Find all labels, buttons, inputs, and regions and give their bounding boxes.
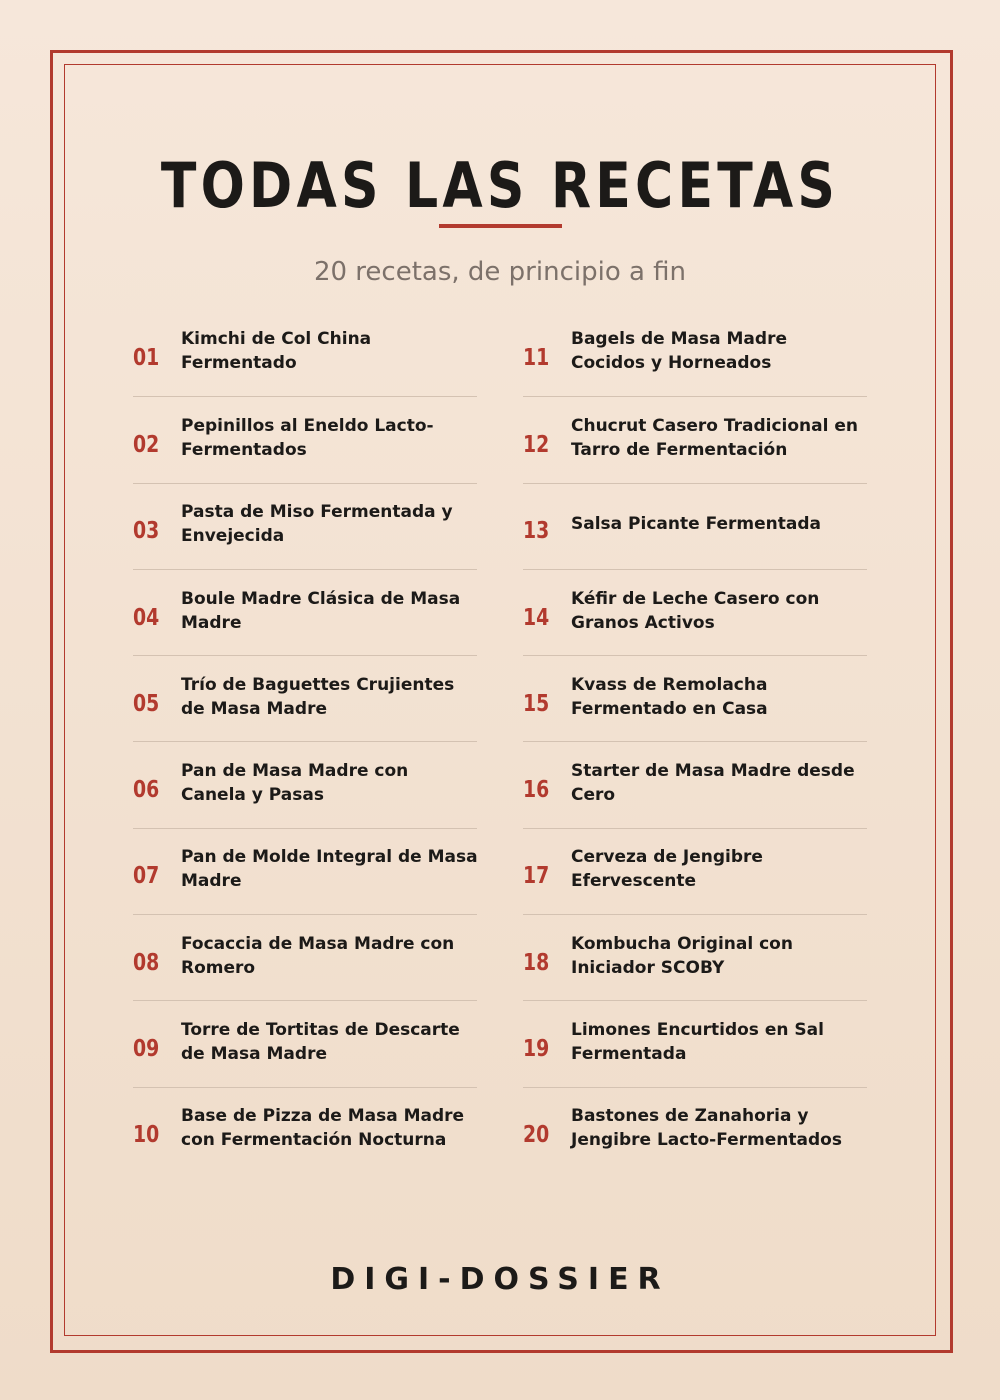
recipe-name: Pan de Molde Integral de Masa Madre [181,847,478,892]
list-item [133,1000,477,1086]
recipe-number: 12 [523,431,550,458]
recipe-name: Limones Encurtidos en Sal Fermentada [571,1020,824,1065]
recipe-name: Pan de Masa Madre con Canela y Pasas [181,761,409,806]
list-item [523,741,867,827]
recipe-number: 11 [523,345,550,372]
list-item [133,1087,477,1173]
recipe-name: Kvass de Remolacha Fermentado en Casa [571,674,768,719]
list-item [523,655,867,741]
recipe-name: Chucrut Casero Tradicional en Tarro de Fermentación [571,415,858,460]
list-item [133,655,477,741]
recipe-number: 06 [133,777,160,804]
recipe-number: 05 [133,690,160,717]
recipe-name: Boule Madre Clásica de Masa Madre [181,588,461,633]
recipe-name: Base de Pizza de Masa Madre con Fermentación Nocturna [181,1106,465,1151]
recipe-name: Trío de Baguettes Crujientes de Masa Madre [181,674,455,719]
recipe-name: Bastones de Zanahoria y Jengibre Lacto-Fermentados [571,1106,842,1151]
recipe-number: 02 [133,431,160,458]
recipe-list-left [133,310,477,1173]
recipe-name: Bagels de Masa Madre Cocidos y Horneados [571,329,787,374]
recipe-number: 14 [523,604,550,631]
list-item [523,914,867,1000]
list-item [523,483,867,569]
recipe-number: 03 [133,518,160,545]
list-item [523,396,867,482]
list-item [133,310,477,396]
list-item [133,914,477,1000]
recipe-number: 19 [523,1036,550,1063]
recipe-number: 20 [523,1122,550,1149]
list-item [133,828,477,914]
recipe-list-right [523,310,867,1173]
list-item [133,741,477,827]
recipe-number: 10 [133,1122,160,1149]
recipe-name: Pepinillos al Eneldo Lacto- Fermentados [181,415,434,460]
list-item [133,483,477,569]
recipe-number: 04 [133,604,160,631]
recipe-name: Cerveza de Jengibre Efervescente [571,847,763,892]
recipe-name: Starter de Masa Madre desde Cero [571,761,855,806]
recipe-number: 17 [523,863,550,890]
list-item [523,310,867,396]
list-item [133,569,477,655]
list-item [523,828,867,914]
recipe-number: 15 [523,690,550,717]
recipe-name: Pasta de Miso Fermentada y Envejecida [181,502,453,547]
recipe-name: Salsa Picante Fermentada [571,514,821,535]
title-underline [439,224,562,228]
recipe-number: 01 [133,345,160,372]
recipe-number: 13 [523,518,550,545]
page-subtitle: 20 recetas, de principio a fin [313,257,687,287]
list-item [133,396,477,482]
list-item [523,569,867,655]
recipe-number: 18 [523,949,550,976]
recipe-name: Kombucha Original con Iniciador SCOBY [571,933,793,978]
recipe-number: 09 [133,1036,160,1063]
list-item [523,1087,867,1173]
brand-footer: DIGI-DOSSIER [330,1262,670,1297]
recipe-name: Torre de Tortitas de Descarte de Masa Madre [181,1020,460,1065]
recipe-number: 16 [523,777,550,804]
page-title: TODAS LAS RECETAS [160,149,840,222]
recipe-name: Focaccia de Masa Madre con Romero [181,933,455,978]
list-item [523,1000,867,1086]
recipe-number: 08 [133,949,160,976]
recipe-number: 07 [133,863,160,890]
recipe-name: Kimchi de Col China Fermentado [181,329,372,374]
recipe-name: Kéfir de Leche Casero con Granos Activos [571,588,820,633]
